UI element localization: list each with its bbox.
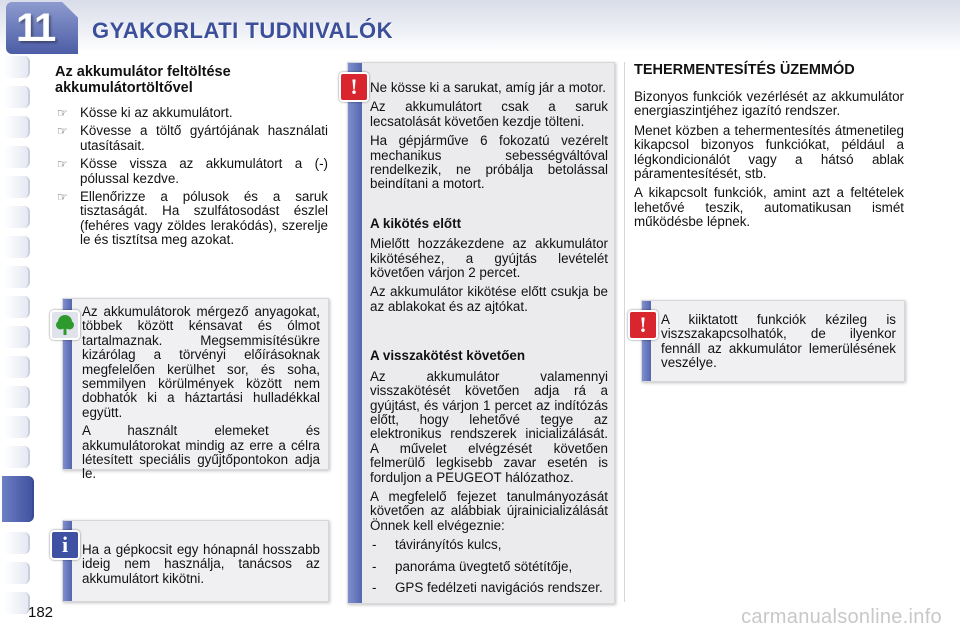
chapter-tab[interactable] [4,236,30,258]
step-text: Kösse vissza az akkumulátort a (-) pólussal kezdve. [80,156,328,186]
chapter-tab[interactable] [4,116,30,138]
disconnect-paragraph: Az akkumulátor kikötése előtt csukja be az ablakokat és az ajtókat. [370,284,608,314]
pointing-hand-icon: ☞ [57,190,68,205]
list-item [370,538,608,552]
reconnect-paragraph: Az akkumulátor valamennyi visszakötését követően adja rá a gyújtást, és várjon 1 percet az indítózás előtt, hogy lehetővé tegye az elektronikus rendszerek inicializálását. A művelet elvégzését követően felmerülő legkisebb zavar esetén is forduljon a PEUGEOT hálózathoz. [370,368,608,485]
warning-paragraph: Ha gépjárműve 6 fokozatú vezérelt mechanikus sebességváltóval rendelkezik, ne próbálja betolással beindítani a motort. [370,133,608,192]
chapter-tab[interactable] [4,296,30,318]
section-title-load-shedding: TEHERMENTESÍTÉS ÜZEMMÓD [634,62,855,78]
pointing-hand-icon: ☞ [57,106,68,120]
chapter-number: 11 [16,6,55,50]
warning-note-box [641,300,905,382]
info-icon: i [50,530,80,560]
list-item [55,124,328,153]
chapter-tab[interactable] [4,386,30,408]
list-item [370,581,608,595]
right-column [634,62,904,235]
list-item [55,106,328,120]
subheading-after-reconnect: A visszakötést követően [370,348,526,364]
info-note-box [62,520,329,602]
step-text: Kövesse a töltő gyártójának használati utasításait. [80,123,328,153]
watermark: carmanualsonline.info [741,606,942,628]
list-item-text: távirányítós kulcs, [395,537,502,553]
warning-panel [347,62,615,604]
warning-note-text: A kiiktatott funkciók kézileg is viszszakapcsolhatók, de ilyenkor fennáll az akkumulátor lemerülésének veszélye. [661,312,896,371]
page-title: GYAKORLATI TUDNIVALÓK [92,18,393,43]
eco-note-box [62,298,329,482]
chapter-tab[interactable] [4,56,30,78]
info-note-text: Ha a gépkocsit egy hónapnál hosszabb ideig nem használja, tanácsos az akkumulátort kikötni. [82,542,320,586]
subheading-before-disconnect: A kikötés előtt [370,215,462,231]
warning-icon: ! [628,310,658,340]
left-column [55,64,328,252]
dash-marker: - [372,558,377,574]
load-shedding-paragraph: Menet közben a tehermentesítés átmenetileg kikapcsol bizonyos funkciókat, például a légkondicionálót vagy a hátsó ablak páramentesítését, stb. [634,122,904,182]
load-shedding-paragraph: Bizonyos funkciók vezérlését az akkumulátor energiaszintjéhez igazító rendszer. [634,89,904,119]
eco-note-paragraph: Az akkumulátorok mérgező anyagokat, többek között kénsavat és ólmot tartalmaznak. Megsemmisítésükre kizárólag a törvényi előírásoknak megfelelően kerülhet sor, és soha, semmilyen körülmények között nem dobhatók ki a háztartási hulladékkal együtt. [82,304,320,420]
step-text: Ellenőrizze a pólusok és a saruk tisztaságát. Ha szulfátosodást észlel (fehéres vagy zöldes lerakódás), szerelje le és tisztítsa meg azokat. [80,189,328,248]
warning-paragraph: Az akkumulátort csak a saruk lecsatolását követően kezdje tölteni. [370,99,608,129]
eco-note-paragraph: A használt elemeket és akkumulátorokat mindig az erre a célra létesített speciális gyűjtőpontokon adja le. [82,423,320,482]
chapter-tab-active[interactable] [2,476,34,522]
chapter-tab[interactable] [4,146,30,168]
eco-note-content [82,305,320,486]
box-accent-bar [348,63,362,603]
dash-marker: - [372,537,377,553]
eco-tree-icon [50,310,80,340]
warning-note-content [661,313,896,375]
section-title-charging: Az akkumulátor feltöltése akkumulátortöltővel [55,64,231,96]
pointing-hand-icon: ☞ [57,124,68,139]
warning-paragraph: Ne kösse ki a sarukat, amíg jár a motor. [370,80,606,95]
list-item [55,157,328,186]
chapter-tab[interactable] [4,86,30,108]
pointing-hand-icon: ☞ [57,157,68,172]
charging-steps [55,106,328,248]
chapter-tab[interactable] [4,416,30,438]
chapter-tab[interactable] [4,592,30,614]
chapter-tab[interactable] [4,326,30,348]
info-note-content [82,543,320,590]
reinit-list [370,538,608,595]
chapter-tab[interactable] [4,266,30,288]
warning-panel-content [370,81,608,602]
load-shedding-paragraph: A kikapcsolt funkciók, amint azt a feltételek lehetővé teszik, automatikusan ismét működésbe lépnek. [634,185,904,230]
step-text: Kösse ki az akkumulátort. [80,105,233,120]
list-item-text: GPS fedélzeti navigációs rendszer. [395,579,603,595]
chapter-tab[interactable] [4,356,30,378]
disconnect-paragraph: Mielőtt hozzákezdene az akkumulátor kikötéséhez, a gyújtás levételét követően várjon 2 percet. [370,236,608,281]
chapter-tab[interactable] [4,562,30,584]
chapter-tab[interactable] [4,532,30,554]
list-item-text: panoráma üvegtető sötétítője, [395,558,573,574]
chapter-tab[interactable] [4,446,30,468]
list-item [370,560,608,574]
warning-icon: ! [339,72,369,102]
list-item [55,190,328,248]
column-divider [624,62,625,602]
page-number: 182 [28,604,54,621]
chapter-tab[interactable] [4,206,30,228]
dash-marker: - [372,579,377,595]
chapter-tab[interactable] [4,176,30,198]
reconnect-paragraph: A megfelelő fejezet tanulmányozását követően az alábbiak újrainicializálását Önnek kell elvégeznie: [370,488,608,533]
